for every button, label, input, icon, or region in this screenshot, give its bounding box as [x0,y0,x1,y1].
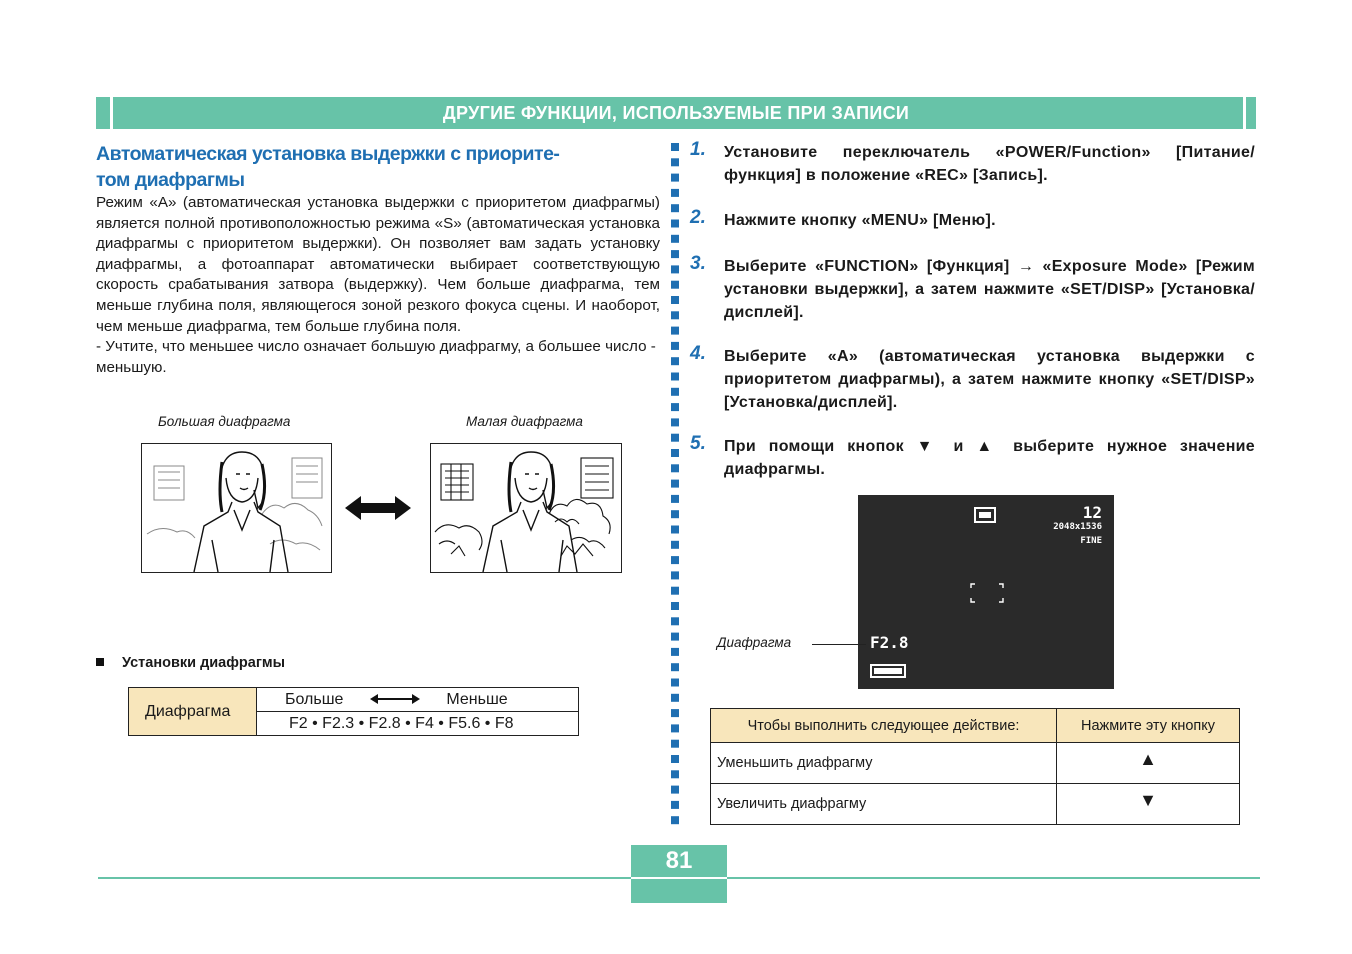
divider-dot [671,602,679,610]
aperture-settings-heading [96,655,285,671]
header-title: ДРУГИЕ ФУНКЦИИ, ИСПОЛЬЗУЕМЫЕ ПРИ ЗАПИСИ [442,103,910,123]
divider-dot [671,174,679,182]
blurred-background [147,458,322,550]
down-button-icon: ▼ [1057,784,1240,825]
divider-dot [671,311,679,319]
divider-dot [671,204,679,212]
divider-dot [671,587,679,595]
divider-dot [671,220,679,228]
divider-dot [671,143,679,151]
divider-dot [671,755,679,763]
divider-dot [671,786,679,794]
step-4-number: 4. [690,343,706,364]
camera-lcd-screen [858,495,1114,689]
divider-dot [671,418,679,426]
divider-dot [671,801,679,809]
aperture-values-cell: F2 • F2.3 • F2.8 • F4 • F5.6 • F8 [257,712,579,736]
step-5-text: При помощи кнопок ▼ и ▲ выберите нужное значение диафрагмы. [724,438,1255,478]
divider-dot [671,770,679,778]
small-aperture-caption: Малая диафрагма [466,414,583,429]
step-2-text: Нажмите кнопку «MENU» [Меню]. [724,212,996,229]
divider-dot [671,526,679,534]
divider-dot [671,617,679,625]
large-aperture-caption: Большая диафрагма [158,414,291,429]
small-aperture-illustration [430,443,622,573]
section-title-line2: том диафрагмы [96,169,245,191]
page-number: 81 [665,847,693,874]
action-table-row [711,784,1240,825]
woman-figure [194,452,288,572]
step-3-number: 3. [690,253,706,274]
lcd-quality: FINE [1080,536,1102,546]
column-divider [670,143,680,833]
divider-dot [671,724,679,732]
lcd-aperture-label: Диафрагма [717,635,792,650]
aperture-less-label: Меньше [446,690,508,708]
divider-dot [671,571,679,579]
divider-dot [671,327,679,335]
page-number-bar [631,877,727,879]
divider-dot [671,663,679,671]
divider-dot [671,373,679,381]
lcd-pointer-line [812,644,866,645]
divider-dot [671,495,679,503]
divider-dot [671,510,679,518]
frame-mode-icon [974,507,996,523]
divider-dot [671,709,679,717]
divider-dot [671,189,679,197]
aperture-row-label: Диафрагма [129,688,257,736]
up-button-icon: ▲ [1057,743,1240,784]
action-increase-aperture: Увеличить диафрагму [711,784,1057,825]
lcd-aperture-value: F2.8 [870,633,909,652]
section-header-bar [96,97,1256,129]
focus-frame-icon [970,583,1004,603]
step-1-text: Установите переключатель «POWER/Function» [Питание/функция] в положение «REC» [Запись]. [724,144,1255,184]
divider-dot [671,633,679,641]
action-table-header-button: Нажмите эту кнопку [1057,709,1240,743]
intro-text [96,193,660,378]
divider-dot [671,434,679,442]
woman-figure-sharp [483,452,577,572]
double-arrow-icon [345,494,411,527]
divider-dot [671,296,679,304]
aperture-table [128,687,579,736]
divider-dot [671,250,679,258]
section-title [96,141,660,193]
divider-dot [671,265,679,273]
action-table-row [711,743,1240,784]
step-5-number: 5. [690,433,706,454]
step-4-text: Выберите «A» (автоматическая установка выдержки с приоритетом диафрагмы), а затем нажмите кнопку «SET/DISP» [Установка/дисплей]. [724,348,1255,411]
divider-dot [671,388,679,396]
action-table-header-action: Чтобы выполнить следующее действие: [711,709,1057,743]
divider-dot [671,449,679,457]
aperture-more-label: Больше [285,690,344,708]
divider-dot [671,235,679,243]
divider-dot [671,357,679,365]
divider-dot [671,464,679,472]
divider-dot [671,648,679,656]
divider-dot [671,556,679,564]
divider-dot [671,480,679,488]
action-table [710,708,1240,825]
step-1-number: 1. [690,139,706,160]
divider-dot [671,679,679,687]
lcd-shot-count: 12 [1082,503,1102,522]
divider-dot [671,740,679,748]
step-3-text: Выберите «FUNCTION» [Функция] → «Exposure Mode» [Режим установки выдержки], а затем нажмите «SET/DISP» [Установка/дисплей]. [724,258,1255,321]
divider-dot [671,403,679,411]
section-title-line1: Автоматическая установка выдержки с приорите- [96,143,560,165]
divider-dot [671,694,679,702]
intro-note: - Учтите, что меньшее число означает большую диафрагму, а большее число - меньшую. [96,338,656,376]
bullet-square-icon [96,658,104,666]
intro-paragraph: Режим «A» (автоматическая установка выдержки с приоритетом диафрагмы) является полной противоположностью режима «S» (автоматическая установка диафрагмы с приоритетом выдержки). Он позволяет вам задать установку диафрагмы, а фотоаппарат автоматически выбирает соответствующую скорость срабатывания затвора (выдержку). Чем больше диафрагма, тем меньше глубина поля, являющегося зоной резкого фокуса сцены. И наоборот, чем меньше диафрагма, тем больше глубина поля. [96,194,660,335]
aperture-settings-heading-text: Установки диафрагмы [122,655,286,671]
aperture-direction-cell [257,688,579,712]
page-number-box [631,845,727,903]
divider-dot [671,158,679,166]
large-aperture-illustration [141,443,332,573]
battery-icon [870,664,906,678]
direction-arrow-icon [370,693,420,705]
lcd-resolution: 2048x1536 [1053,522,1102,532]
step-2-number: 2. [690,207,706,228]
divider-dot [671,342,679,350]
action-decrease-aperture: Уменьшить диафрагму [711,743,1057,784]
divider-dot [671,541,679,549]
sharp-background [435,458,613,556]
divider-dot [671,281,679,289]
divider-dot [671,816,679,824]
